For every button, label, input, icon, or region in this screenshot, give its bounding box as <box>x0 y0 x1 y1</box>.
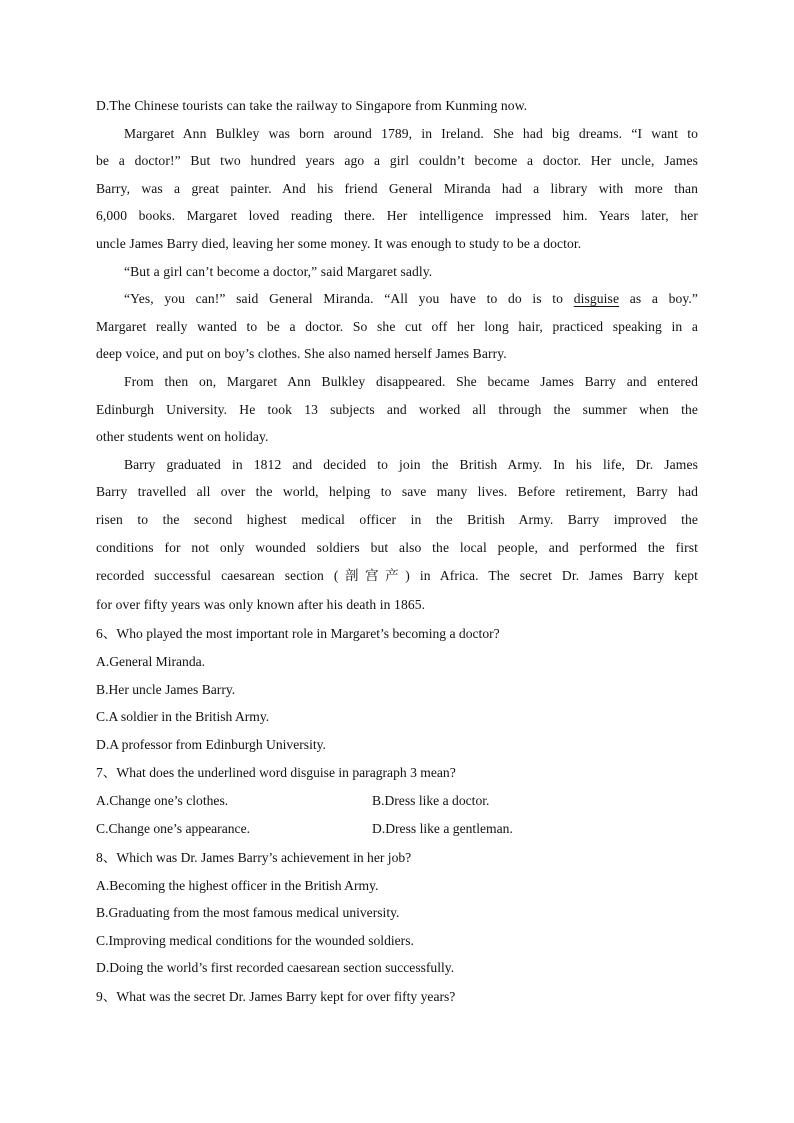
option-a: A.General Miranda. <box>96 654 206 670</box>
option-b: B.Her uncle James Barry. <box>96 681 236 697</box>
option-c: C.Change one’s appearance. <box>96 821 250 837</box>
option-c: C.A soldier in the British Army. <box>96 709 270 725</box>
question-stem: 7、What does the underlined word disguise in paragraph 3 mean? <box>96 765 456 781</box>
options-row <box>96 787 698 815</box>
question-6 <box>96 619 698 758</box>
passage-line: Barry travelled all over the world, helping to save many lives. Before retirement, Barry had <box>96 484 698 500</box>
passage-line: Edinburgh University. He took 13 subjects and worked all through the summer when the <box>96 401 698 417</box>
passage-line: risen to the second highest medical officer in the British Army. Barry improved the <box>96 511 698 527</box>
previous-question-option-d: D.The Chinese tourists can take the railway to Singapore from Kunming now. <box>96 98 528 113</box>
option-c: C.Improving medical conditions for the wounded soldiers. <box>96 932 414 948</box>
underlined-word: disguise <box>573 291 620 307</box>
passage-line: Barry, was a great painter. And his friend General Miranda had a library with more than <box>96 180 698 196</box>
option-d: D.Dress like a gentleman. <box>372 821 513 837</box>
option-b: B.Dress like a doctor. <box>372 793 490 809</box>
passage-line: Margaret Ann Bulkley was born around 1789, in Ireland. She had big dreams. “I want to <box>124 125 698 141</box>
option-a: A.Change one’s clothes. <box>96 793 229 809</box>
passage-line: conditions for not only wounded soldiers but also the local people, and performed the first <box>96 539 698 555</box>
passage-line: other students went on holiday. <box>96 429 269 445</box>
option-d: D.A professor from Edinburgh University. <box>96 736 326 752</box>
exam-page <box>96 92 698 1011</box>
passage-line-with-underline <box>96 285 698 313</box>
question-stem: 9、What was the secret Dr. James Barry kept for over fifty years? <box>96 989 456 1005</box>
passage-line: deep voice, and put on boy’s clothes. She also named herself James Barry. <box>96 346 507 362</box>
passage-text: “Yes, you can!” said General Miranda. “All you have to do is to <box>124 291 564 307</box>
passage-text: as a boy.” <box>629 291 699 307</box>
passage-line: “But a girl can’t become a doctor,” said Margaret sadly. <box>124 263 433 279</box>
passage-line: 6,000 books. Margaret loved reading there. Her intelligence impressed him. Years later, her <box>96 208 698 224</box>
question-8 <box>96 843 698 982</box>
option-a: A.Becoming the highest officer in the British Army. <box>96 877 379 893</box>
question-stem: 6、Who played the most important role in Margaret’s becoming a doctor? <box>96 626 500 642</box>
passage-line: Barry graduated in 1812 and decided to join the British Army. In his life, Dr. James <box>124 456 698 472</box>
passage-line: be a doctor!” But two hundred years ago a girl couldn’t become a doctor. Her uncle, James <box>96 153 698 169</box>
question-9 <box>96 982 698 1011</box>
passage <box>96 120 698 620</box>
question-7 <box>96 758 698 842</box>
option-d: D.Doing the world’s first recorded caesarean section successfully. <box>96 960 455 976</box>
passage-line: From then on, Margaret Ann Bulkley disappeared. She became James Barry and entered <box>124 373 698 389</box>
options-row <box>96 815 698 843</box>
passage-line: uncle James Barry died, leaving her some money. It was enough to study to be a doctor. <box>96 235 582 251</box>
passage-line: Margaret really wanted to be a doctor. So she cut off her long hair, practiced speaking in a <box>96 318 698 334</box>
passage-line: for over fifty years was only known after his death in 1865. <box>96 597 426 613</box>
question-stem: 8、Which was Dr. James Barry’s achievement in her job? <box>96 849 412 865</box>
passage-line: recorded successful caesarean section (剖宫产) in Africa. The secret Dr. James Barry kept <box>96 568 698 584</box>
option-b: B.Graduating from the most famous medical university. <box>96 905 400 921</box>
